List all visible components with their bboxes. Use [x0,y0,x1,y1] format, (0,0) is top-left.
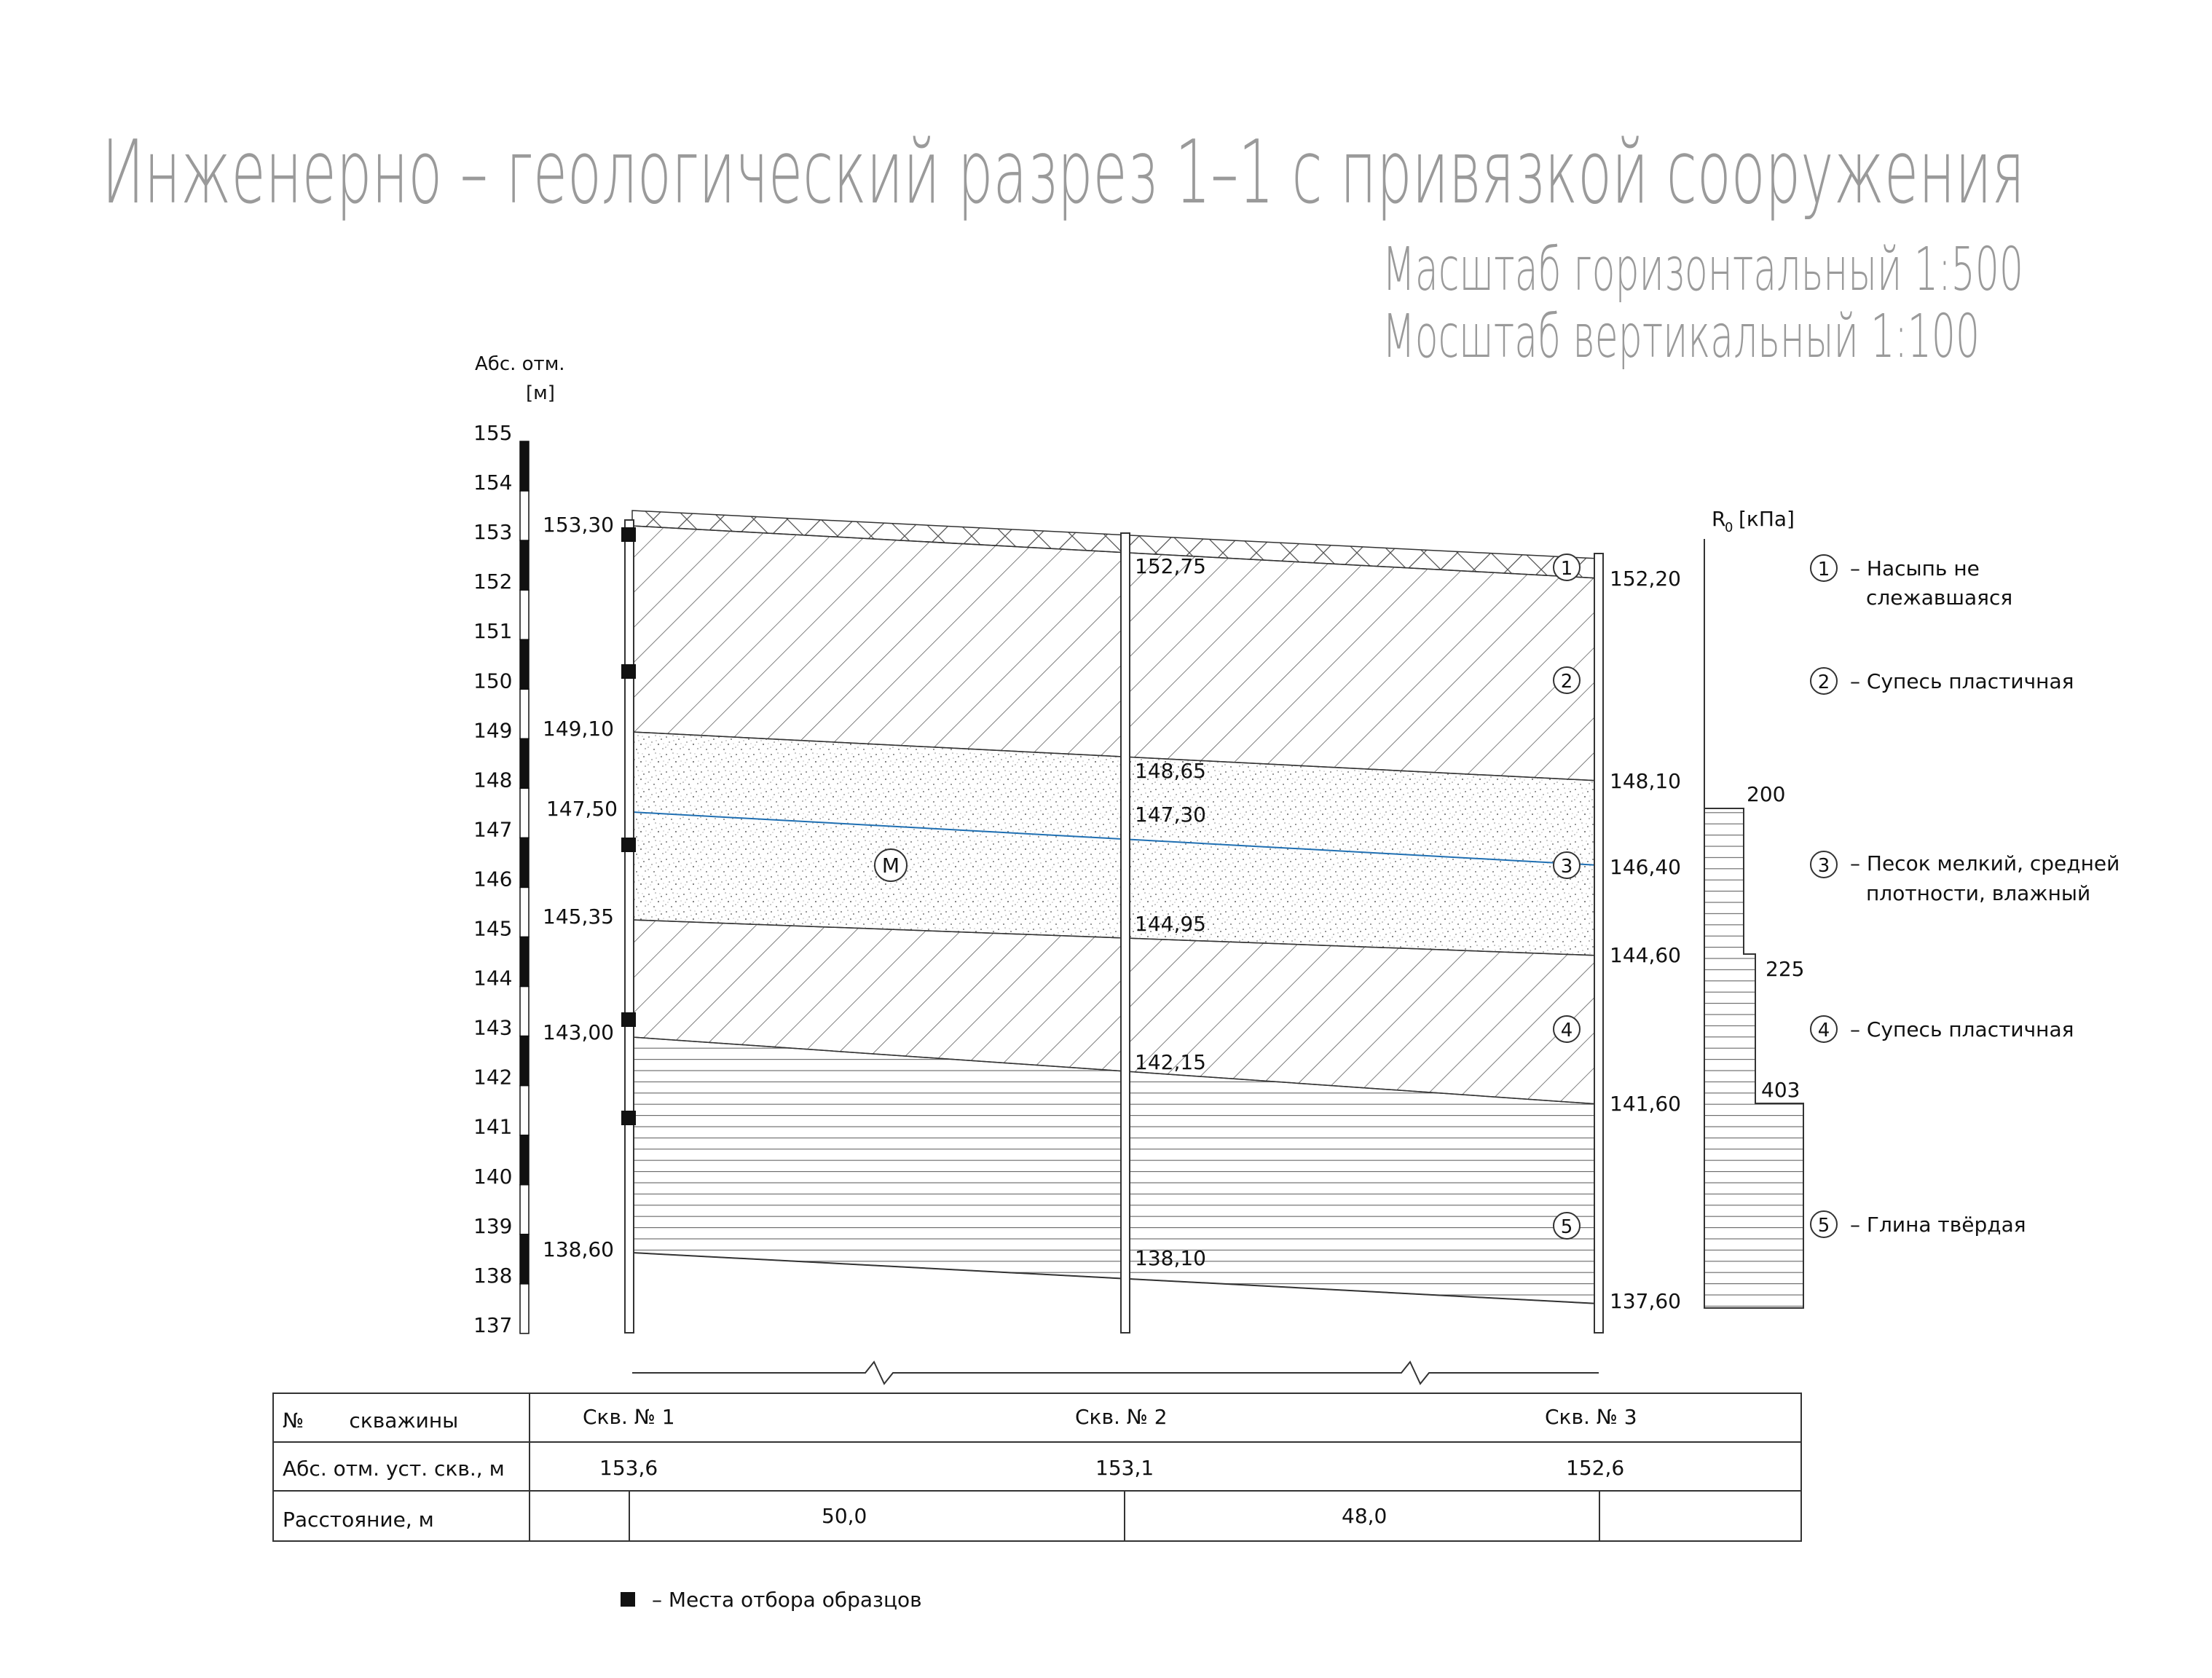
svg-text:144,95: 144,95 [1135,912,1206,936]
elevation-tick-147: 147 [473,817,513,842]
svg-text:148,65: 148,65 [1135,759,1206,783]
elevation-tick-140: 140 [473,1164,513,1189]
borehole-3 [1594,554,1603,1333]
scale-segment [520,491,529,540]
well-3-water-level: 146,40 [1610,855,1681,879]
elevation-tick-150: 150 [473,669,513,693]
svg-text:145,35: 145,35 [543,905,614,929]
layer-marker-2 [1554,667,1580,693]
scale-segment [520,887,529,937]
layer-marker-5 [1554,1213,1580,1239]
well-2-water-level: 147,30 [1135,803,1206,827]
r0-label: R [1712,507,1726,531]
scale-segment [520,590,529,639]
horizontal-scale-label: Масштаб горизонтальный 1:500 [1382,235,2023,304]
r0-diagram [1704,507,1804,1308]
elevation-scale-bar [520,441,529,1334]
elevation-tick-151: 151 [473,619,513,644]
scale-segment [520,1284,529,1334]
borehole-2 [1121,533,1130,1333]
elevation-tick-145: 145 [473,916,513,941]
scale-segment [520,738,529,788]
svg-text:слежавшаяся: слежавшаяся [1866,586,2013,610]
svg-text:138,10: 138,10 [1135,1246,1206,1270]
legend-item-1 [1811,555,2012,610]
svg-text:4: 4 [1817,1020,1830,1041]
well-1-water-level: 147,50 [546,797,618,821]
layer-marker-1 [1554,554,1580,580]
svg-text:2: 2 [1560,671,1573,693]
borehole-table [273,1393,1801,1541]
r0-value-403: 403 [1761,1078,1800,1102]
svg-text:148,10: 148,10 [1610,769,1681,793]
table-distance-1: 50,0 [822,1504,867,1528]
m-marker [875,849,907,881]
svg-text:плотности, влажный: плотности, влажный [1866,881,2091,905]
elevation-tick-139: 139 [473,1213,513,1238]
scale-segment [520,937,529,987]
layer-marker-4 [1554,1016,1580,1042]
scale-segment [520,1185,529,1234]
svg-text:– Супесь пластичная: – Супесь пластичная [1850,1017,2074,1041]
r0-value-200: 200 [1747,782,1786,806]
break-line [632,1362,1599,1384]
scale-segment [520,1135,529,1185]
svg-text:М: М [881,854,900,878]
svg-text:5: 5 [1560,1216,1573,1238]
svg-text:1: 1 [1817,559,1830,580]
r0-unit: [кПа] [1739,507,1795,531]
elevation-tick-152: 152 [473,570,513,594]
elevation-tick-141: 141 [473,1114,513,1139]
svg-text:142,15: 142,15 [1135,1050,1206,1074]
table-row-label-elevation: Абс. отм. уст. скв., м [283,1457,505,1481]
scale-segment [520,441,529,491]
svg-text:137,60: 137,60 [1610,1289,1681,1313]
svg-text:– Глина твёрдая: – Глина твёрдая [1850,1213,2026,1237]
sample-marker-icon [621,1592,635,1607]
legend-item-4 [1811,1016,2074,1042]
vertical-scale-label: Мосштаб вертикальный 1:100 [1382,302,1980,371]
scale-segment [520,987,529,1036]
legend-item-3 [1811,851,2119,905]
svg-text:144,60: 144,60 [1610,943,1681,967]
scale-segment [520,639,529,689]
svg-text:3: 3 [1817,855,1830,877]
svg-text:152,75: 152,75 [1135,554,1206,578]
scale-segment [520,689,529,738]
table-well-2: Скв. № 2 [1075,1405,1168,1429]
svg-text:152,20: 152,20 [1610,567,1681,591]
borehole-1 [625,520,634,1333]
soil-layers [632,511,1599,1304]
elevation-tick-138: 138 [473,1263,513,1288]
well-3-elevations [1610,567,1681,1313]
elevation-tick-154: 154 [473,470,513,495]
svg-text:4: 4 [1560,1020,1573,1041]
table-elevation-2: 153,1 [1095,1456,1154,1480]
table-elevation-1: 153,6 [599,1456,658,1480]
legend-item-5 [1811,1211,2026,1237]
svg-text:– Супесь пластичная: – Супесь пластичная [1850,669,2074,693]
elevation-tick-149: 149 [473,718,513,743]
svg-text:143,00: 143,00 [543,1020,614,1044]
elevation-tick-143: 143 [473,1015,513,1040]
svg-text:2: 2 [1817,671,1830,693]
r0-value-225: 225 [1766,957,1805,981]
drawing-title: Инженерно – геологический разрез 1–1 с привязкой сооружения [102,122,2026,224]
svg-text:153,30: 153,30 [543,513,614,537]
legend-item-2 [1811,668,2074,694]
scale-segment [520,1036,529,1086]
sample-legend [621,1588,922,1612]
well-1-elevations [543,513,618,1261]
elevation-tick-labels [473,421,512,1337]
scale-segment [520,1086,529,1135]
table-row-label-distance: Расстояние, м [283,1508,434,1532]
table-row-label-wells: № скважины [283,1409,459,1433]
svg-text:– Песок мелкий, средней: – Песок мелкий, средней [1850,851,2120,875]
elevation-tick-146: 146 [473,867,513,891]
table-elevation-3: 152,6 [1566,1456,1625,1480]
soil-legend [1811,555,2119,1237]
scale-segment [520,540,529,590]
svg-text:141,60: 141,60 [1610,1092,1681,1116]
elevation-tick-148: 148 [473,768,513,792]
elevation-tick-144: 144 [473,966,513,990]
layer-marker-3 [1554,852,1580,878]
scale-segment [520,1234,529,1284]
svg-text:138,60: 138,60 [543,1237,614,1261]
scale-segment [520,788,529,838]
svg-text:1: 1 [1560,558,1573,580]
axis-label: Абс. отм. [475,353,565,375]
scale-segment [520,838,529,887]
elevation-tick-142: 142 [473,1065,513,1090]
table-well-3: Скв. № 3 [1545,1405,1637,1429]
axis-unit: [м] [526,382,555,404]
elevation-tick-155: 155 [473,421,513,445]
svg-text:– Места отбора образцов: – Места отбора образцов [652,1588,922,1612]
table-distance-2: 48,0 [1342,1504,1388,1528]
svg-text:149,10: 149,10 [543,717,614,741]
elevation-tick-153: 153 [473,520,513,545]
table-well-1: Скв. № 1 [583,1405,675,1429]
svg-text:– Насыпь не: – Насыпь не [1850,556,1980,580]
svg-text:5: 5 [1817,1215,1830,1237]
svg-text:3: 3 [1560,856,1573,878]
elevation-tick-137: 137 [473,1312,513,1337]
r0-subscript: 0 [1725,520,1733,535]
